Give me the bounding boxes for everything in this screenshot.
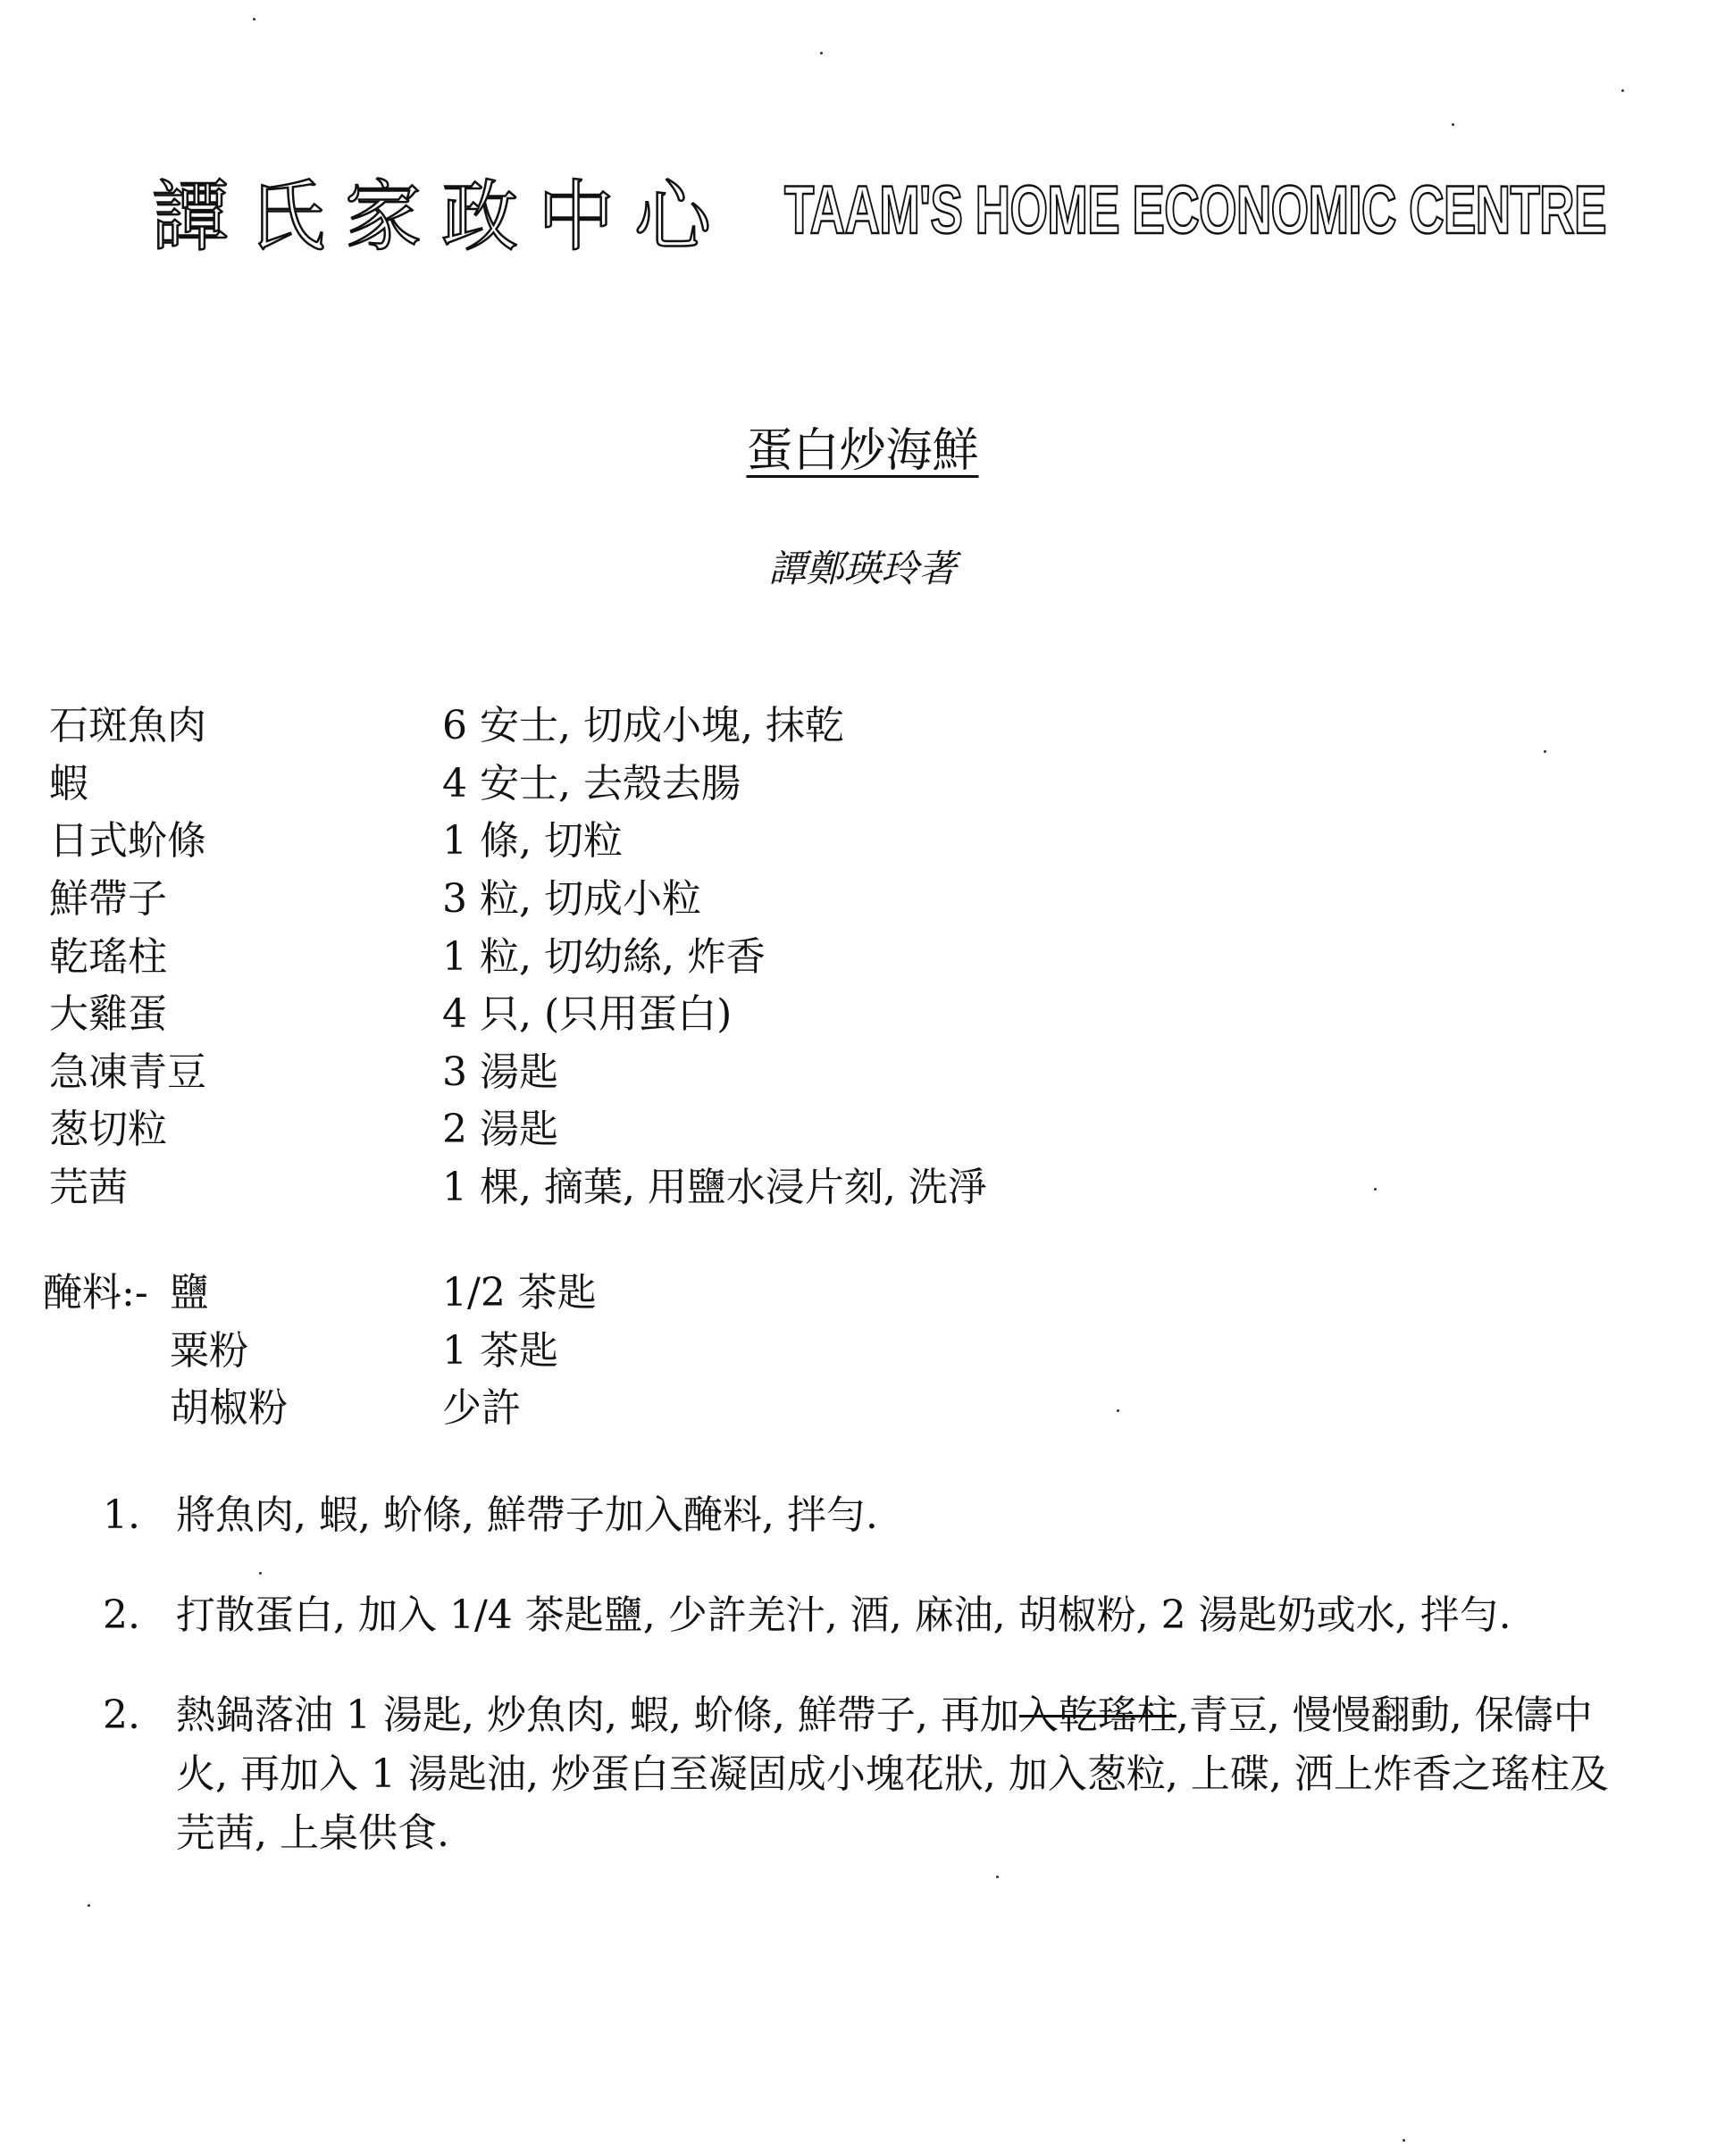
scan-speck xyxy=(88,1904,90,1907)
marinade-label: 醃料:- xyxy=(43,1270,148,1316)
ingredient-name: 鮮帶子 xyxy=(49,876,167,923)
marinade-row xyxy=(43,1260,1383,1318)
ingredient-row xyxy=(49,1040,1389,1098)
scan-speck xyxy=(1452,123,1454,126)
ingredient-name: 急凍青豆 xyxy=(49,1049,206,1095)
method-step xyxy=(103,1686,1639,1863)
ingredient-row xyxy=(49,1155,1389,1213)
letterhead-english: TAAM'S HOME ECONOMIC CENTRE xyxy=(784,171,1606,248)
ingredient-qty: 6 安士, 切成小塊, 抹乾 xyxy=(442,703,844,749)
scan-speck xyxy=(1544,750,1546,753)
marinade-row xyxy=(43,1318,1383,1376)
marinade-list xyxy=(43,1260,1383,1433)
ingredient-name: 蝦 xyxy=(49,760,88,806)
method-step xyxy=(103,1486,1639,1545)
marinade-row xyxy=(43,1375,1383,1433)
letterhead-chinese: 譚氏家政中心 xyxy=(152,172,731,262)
ingredient-name: 石斑魚肉 xyxy=(49,703,206,749)
ingredient-list xyxy=(49,693,1389,1212)
recipe-title xyxy=(0,413,1725,480)
step-text: 將魚肉, 蝦, 蚧條, 鮮帶子加入醃料, 拌勻. xyxy=(176,1492,878,1538)
ingredient-qty: 1 條, 切粒 xyxy=(442,818,623,865)
ingredient-qty: 4 安士, 去殼去腸 xyxy=(442,760,741,806)
recipe-title-text: 蛋白炒海鮮 xyxy=(746,424,979,478)
ingredient-name: 日式蚧條 xyxy=(49,818,206,865)
marinade-qty: 少許 xyxy=(442,1385,521,1432)
scan-speck xyxy=(259,1572,262,1575)
ingredient-row xyxy=(49,751,1389,809)
ingredient-row xyxy=(49,693,1389,751)
ingredient-name: 大雞蛋 xyxy=(49,991,167,1038)
ingredient-qty: 3 湯匙 xyxy=(442,1049,558,1095)
step-text-before: 熱鍋落油 1 湯匙, 炒魚肉, 蝦, 蚧條, 鮮帶子, 再加 xyxy=(176,1692,1019,1738)
step-number: 2. xyxy=(103,1592,140,1638)
marinade-name: 粟粉 xyxy=(170,1327,248,1374)
ingredient-row xyxy=(49,866,1389,924)
marinade-name: 胡椒粉 xyxy=(170,1385,288,1432)
ingredient-row xyxy=(49,1097,1389,1155)
step-text: 打散蛋白, 加入 1/4 茶匙鹽, 少許羌汁, 酒, 麻油, 胡椒粉, 2 湯匙奶或水, 拌勻. xyxy=(176,1592,1511,1638)
ingredient-row xyxy=(49,808,1389,866)
method-step xyxy=(103,1586,1639,1645)
scan-speck xyxy=(996,1876,999,1878)
scan-speck xyxy=(1403,2139,1405,2142)
ingredient-qty: 2 湯匙 xyxy=(442,1107,558,1153)
scan-speck xyxy=(1374,1188,1377,1191)
scan-speck xyxy=(1117,1409,1119,1412)
ingredient-name: 乾瑤柱 xyxy=(49,933,167,980)
method-steps xyxy=(103,1486,1639,1904)
step-text-after: ,青豆, 慢慢翻動, 保儔中火, 再加入 1 湯匙油, 炒蛋白至凝固成小塊花狀, 加入葱粒, 上碟, 洒上炸香之瑤柱及芫茜, 上桌供食. xyxy=(176,1692,1609,1856)
step-number: 2. xyxy=(103,1692,140,1738)
step-text xyxy=(176,1686,1639,1863)
ingredient-qty: 1 棵, 摘葉, 用鹽水浸片刻, 洗淨 xyxy=(442,1165,987,1211)
scan-speck xyxy=(1621,89,1624,92)
step-number: 1. xyxy=(103,1492,140,1538)
ingredient-qty: 3 粒, 切成小粒 xyxy=(442,876,701,923)
marinade-name: 鹽 xyxy=(170,1270,209,1316)
ingredient-qty: 4 只, (只用蛋白) xyxy=(442,991,733,1038)
marinade-qty: 1 茶匙 xyxy=(442,1327,558,1374)
scan-speck xyxy=(253,18,255,21)
recipe-author: 譚鄭瑛玲著 xyxy=(768,547,957,590)
marinade-qty: 1/2 茶匙 xyxy=(442,1270,597,1316)
ingredient-row xyxy=(49,923,1389,982)
step-text-struck: 入乾瑤柱 xyxy=(1018,1692,1177,1738)
scan-speck xyxy=(820,52,823,54)
ingredient-name: 芫茜 xyxy=(49,1165,128,1211)
letterhead xyxy=(152,161,1606,262)
ingredient-qty: 1 粒, 切幼絲, 炸香 xyxy=(442,933,766,980)
ingredient-row xyxy=(49,982,1389,1040)
ingredient-name: 葱切粒 xyxy=(49,1107,167,1153)
